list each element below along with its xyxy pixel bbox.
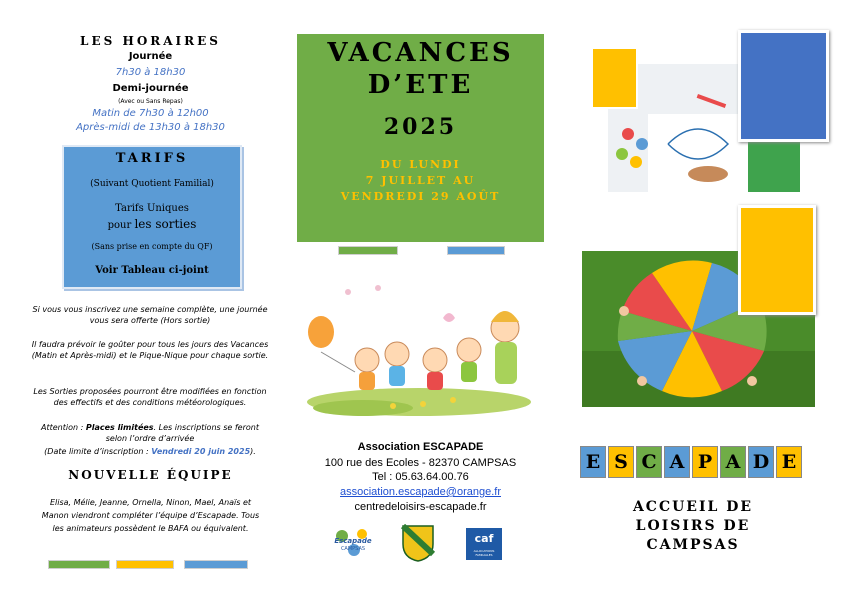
apres-midi-hours: Après-midi de 13h30 à 18h30 bbox=[76, 122, 225, 133]
caf-logo-text: caf bbox=[474, 532, 494, 545]
info-gouter: Il faudra prévoir le goûter pour tous les jours des Vacances (Matin et Après-midi) et le Pique-Nique pour chaque sortie. bbox=[31, 340, 269, 360]
yellow-square-decor-bottom bbox=[738, 205, 816, 315]
title-box bbox=[297, 34, 544, 242]
escapade-letter-2: S bbox=[608, 446, 634, 478]
escapade-letter-6: A bbox=[720, 446, 746, 478]
title-ete: D’ETE bbox=[367, 70, 474, 100]
green-bar-middle bbox=[338, 246, 398, 255]
equipe-text: Elisa, Mélie, Jeanne, Ornella, Ninon, Mael, Anaïs et Manon viendront compléter l’équipe d’Escapade. Tous les animateurs possèdent le BAFA ou équivalent. bbox=[41, 498, 260, 533]
date-limite-value: Vendredi 20 juin 2025 bbox=[151, 447, 251, 456]
dates-line-3: VENDREDI 29 AOÛT bbox=[340, 190, 501, 203]
escapade-small-logo bbox=[332, 526, 374, 560]
escapade-letter-1: E bbox=[580, 446, 606, 478]
escapade-small-logo-sub: CAMPSAS bbox=[340, 546, 366, 552]
date-limite-suffix: ). bbox=[250, 447, 256, 456]
yellow-square-decor-top bbox=[591, 47, 638, 109]
equipe-title: NOUVELLE ÉQUIPE bbox=[68, 468, 233, 482]
children-illustration bbox=[303, 280, 535, 420]
demi-journee-label: Demi-journée bbox=[112, 83, 189, 94]
tarifs-sans-qf: (Sans prise en compte du QF) bbox=[91, 242, 213, 251]
assoc-address: 100 rue des Ecoles - 82370 CAMPSAS bbox=[324, 457, 517, 469]
green-bar-left bbox=[48, 560, 110, 569]
tarifs-uniques: Tarifs Uniques bbox=[115, 203, 189, 214]
accueil-title bbox=[580, 498, 806, 555]
tarifs-sorties-line bbox=[64, 217, 240, 231]
dates-line-1: DU LUNDI bbox=[380, 158, 461, 171]
blue-bar-left bbox=[184, 560, 248, 569]
tarifs-tableau: Voir Tableau ci-joint bbox=[95, 265, 209, 276]
assoc-name: Association ESCAPADE bbox=[357, 441, 484, 453]
campsas-crest-icon bbox=[401, 524, 435, 562]
caf-logo bbox=[466, 528, 502, 560]
info-date-limite bbox=[30, 446, 270, 457]
accueil-line-2: LOISIRS DE bbox=[635, 518, 751, 534]
tarifs-title: TARIFS bbox=[115, 151, 189, 166]
blue-square-decor bbox=[738, 30, 829, 142]
escapade-title-logo bbox=[580, 446, 810, 480]
journee-hours: 7h30 à 18h30 bbox=[115, 67, 186, 78]
escapade-letter-8: E bbox=[776, 446, 802, 478]
matin-hours: Matin de 7h30 à 12h00 bbox=[92, 108, 209, 119]
assoc-tel: Tel : 05.63.64.00.76 bbox=[372, 471, 469, 483]
info-semaine: Si vous vous inscrivez une semaine complète, une journée vous sera offerte (Hors sortie) bbox=[32, 305, 268, 325]
escapade-small-logo-text: Escapade bbox=[334, 537, 372, 545]
tarifs-box bbox=[62, 145, 242, 289]
title-year: 2025 bbox=[383, 114, 458, 140]
tarifs-sorties: les sorties bbox=[134, 217, 197, 231]
tarifs-sorties-prefix: pour bbox=[107, 220, 135, 231]
yellow-bar-left bbox=[116, 560, 174, 569]
demi-journee-note: (Avec ou Sans Repas) bbox=[118, 98, 183, 105]
accueil-line-3: CAMPSAS bbox=[646, 537, 740, 553]
blue-bar-middle bbox=[447, 246, 505, 255]
escapade-letter-4: A bbox=[664, 446, 690, 478]
horaires-title: LES HORAIRES bbox=[80, 34, 221, 48]
escapade-letter-3: C bbox=[636, 446, 662, 478]
title-vacances: VACANCES bbox=[327, 38, 514, 68]
attention-bold: Places limitées bbox=[85, 423, 154, 432]
accueil-line-1: ACCUEIL DE bbox=[632, 499, 754, 515]
journee-label: Journée bbox=[128, 51, 173, 62]
escapade-letter-5: P bbox=[692, 446, 718, 478]
dates-line-2: 7 JUILLET AU bbox=[365, 174, 476, 187]
tarifs-qf-note: (Suivant Quotient Familial) bbox=[90, 179, 214, 189]
info-attention bbox=[30, 422, 270, 444]
attention-prefix: Attention : bbox=[41, 423, 86, 432]
assoc-website[interactable]: centredeloisirs-escapade.fr bbox=[354, 501, 487, 513]
escapade-letter-7: D bbox=[748, 446, 774, 478]
attention-suffix: . Les inscriptions se feront selon l’ordre d’arrivée bbox=[105, 423, 259, 443]
assoc-email-link[interactable]: association.escapade@orange.fr bbox=[340, 486, 501, 498]
info-sorties: Les Sorties proposées pourront être modifiées en fonction des effectifs et des conditions météorologiques. bbox=[33, 387, 267, 407]
date-limite-prefix: (Date limite d’inscription : bbox=[44, 447, 152, 456]
caf-logo-sub: ALLOCATIONS FAMILIALES bbox=[473, 549, 495, 557]
